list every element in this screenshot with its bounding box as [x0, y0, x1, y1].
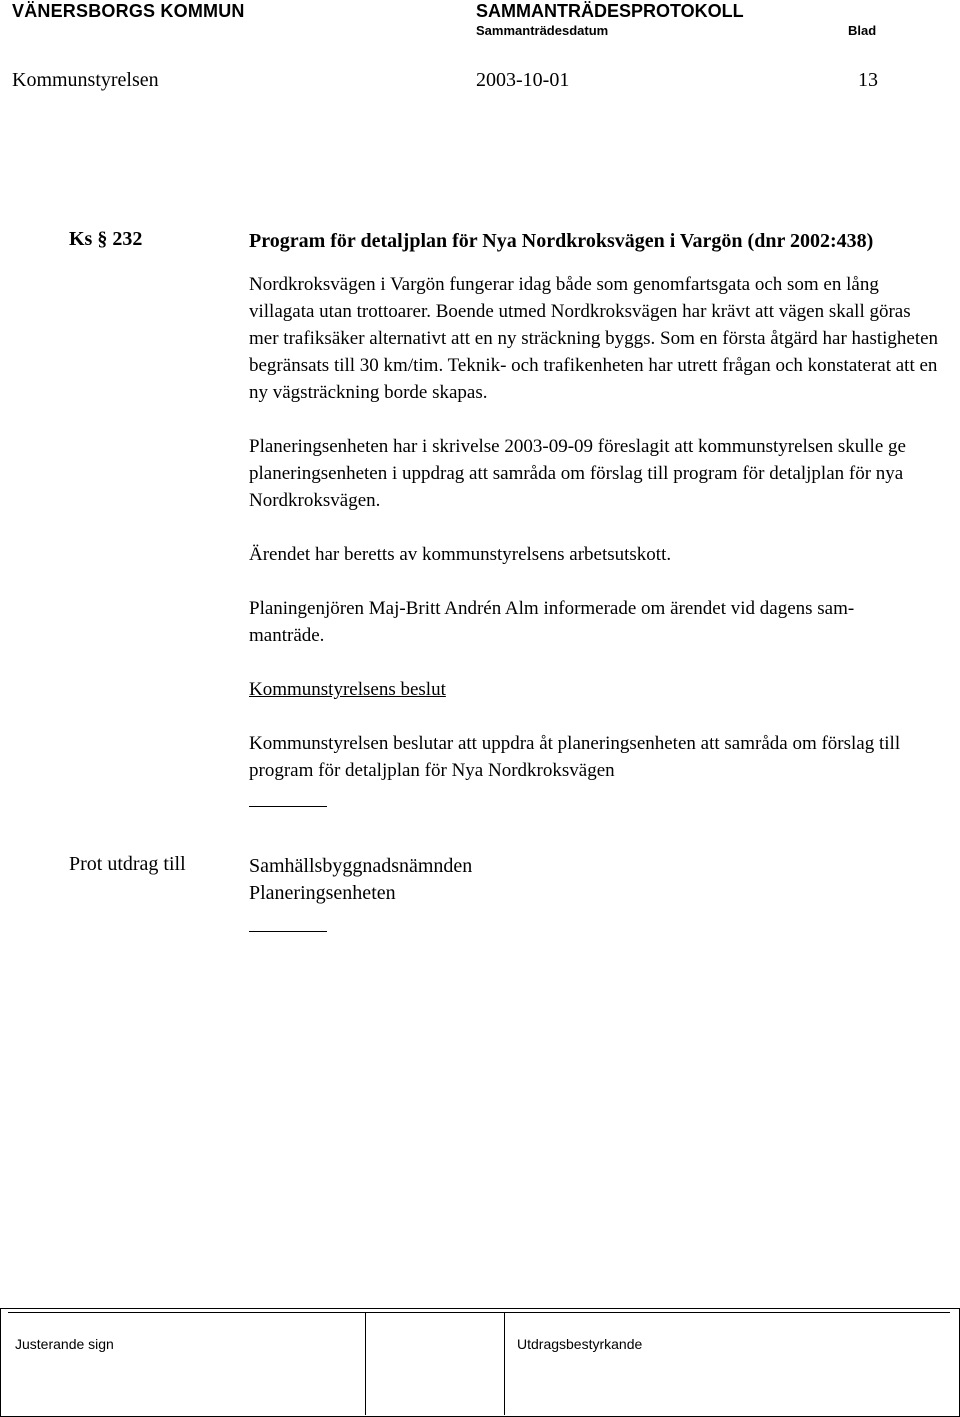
page-label: Blad: [848, 23, 877, 38]
certification-label: Utdragsbestyrkande: [517, 1336, 643, 1352]
organization-name: VÄNERSBORGS KOMMUN: [12, 1, 245, 21]
recipient-item: Samhällsbyggnadsnämnden: [249, 855, 473, 877]
distribution-list: [249, 853, 472, 932]
signature-box: [0, 1308, 960, 1417]
distribution-label: Prot utdrag till: [69, 853, 186, 875]
document-type: SAMMANTRÄDESPROTOKOLL: [476, 1, 744, 21]
separator-rule: [249, 931, 327, 932]
footer-column-divider: [365, 1313, 366, 1415]
decision-heading: Kommunstyrelsens beslut: [249, 679, 446, 700]
item-content: [249, 228, 939, 807]
separator-rule: [249, 806, 327, 807]
footer-divider: [8, 1312, 950, 1313]
decision-text: Kommunstyrelsen beslutar att uppdra åt planeringsenheten att samråda om förslag till program för detaljplan för Nya Nordkroksvägen: [249, 733, 901, 781]
preparation-paragraph: Ärendet har beretts av kommunstyrelsens arbetsutskott.: [249, 544, 672, 565]
body-name: Kommunstyrelsen: [12, 69, 159, 91]
proposal-paragraph: Planeringsenheten har i skrivelse 2003-09-09 föreslagit att kommunstyrelsen skulle ge planeringsenheten i uppdrag att samråda om förslag till program för detaljplan för nya Nordkroksvägen.: [249, 436, 906, 511]
paragraph-number: Ks § 232: [69, 228, 143, 250]
page-number: 13: [858, 69, 878, 91]
footer-column-divider: [504, 1313, 505, 1415]
signature-label: Justerande sign: [15, 1336, 114, 1352]
meeting-date: 2003-10-01: [476, 69, 570, 91]
recipient-item: Planeringsenheten: [249, 882, 396, 904]
information-paragraph: Planingenjören Maj-Britt Andrén Alm informerade om ärendet vid dagens sam- manträde.: [249, 598, 855, 646]
background-paragraph: Nordkroksvägen i Vargön fungerar idag både som genomfartsgata och som en lång villagata utan trottoarer. Boende utmed Nordkroksvägen har krävt att vägen skall göras mer trafiksäker alternativt att en ny sträckning byggs. Som en första åtgärd har hastigheten begränsats till 30 km/tim. Teknik- och trafikenheten har utrett frågan och konstaterat att en ny vägsträckning borde skapas.: [249, 274, 939, 403]
meeting-date-label: Sammanträdesdatum: [476, 23, 609, 38]
item-title: Program för detaljplan för Nya Nordkroksvägen i Vargön (dnr 2002:438): [249, 230, 874, 252]
